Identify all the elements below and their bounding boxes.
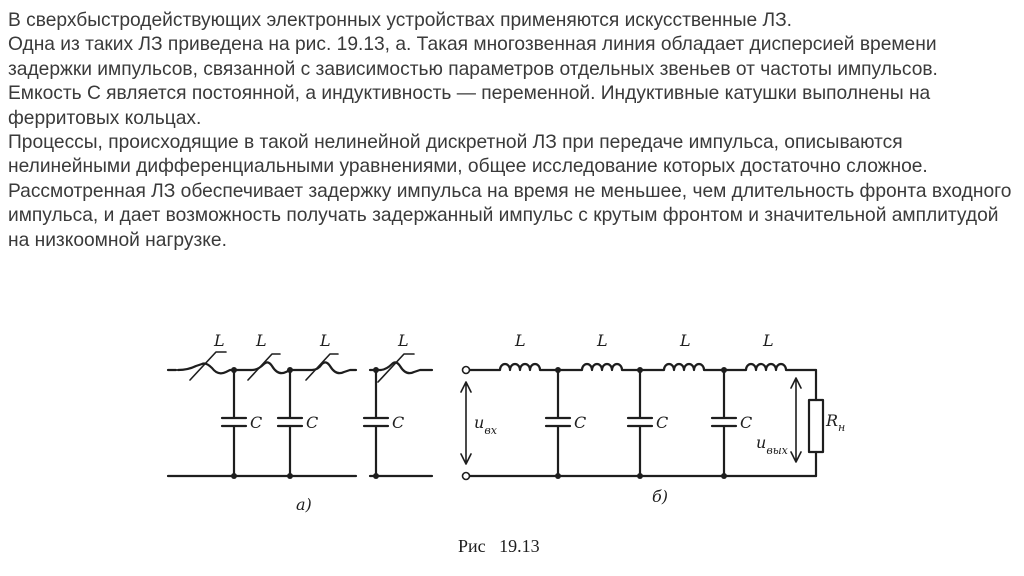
input-voltage-label: $u_{вх}$ [474, 413, 497, 437]
capacitor-label: C [740, 413, 753, 432]
capacitor-b-3 [712, 370, 736, 476]
inductor-label: L [256, 331, 267, 350]
part-b-label: б) [652, 487, 669, 506]
junction-dot [555, 367, 561, 373]
part-a-label: а) [296, 495, 312, 514]
input-terminal [463, 473, 470, 480]
capacitor-a-1 [222, 370, 246, 476]
input-terminal [463, 367, 470, 374]
paragraph-4: Процессы, происходящие в такой нелинейной дискретной ЛЗ при передаче импульса, описываются нелинейными дифференциальными уравнениями, общее исследование которых достаточно сложное. Рассмотренная ЛЗ обеспечивает задержку импульса на время не меньшее, чем длительность фронта входного импульса, и дает возможность получать задержанный импульс с крутым фронтом и значительной амплитудой на низкоомной нагрузке. [8, 132, 1012, 251]
capacitor-a-2 [278, 370, 302, 476]
figure-caption: Рис 19.13 [458, 536, 540, 556]
capacitor-label: C [574, 413, 587, 432]
paragraph-2: Одна из таких ЛЗ приведена на рис. 19.13, а. Такая многозвенная линия обладает дисперсией времени задержки импульсов, связанной с зависимостью параметров отдельных звеньев от частоты импульсов. [8, 34, 938, 80]
load-resistor-body [809, 400, 823, 452]
capacitor-label: C [306, 413, 319, 432]
capacitor-label: C [656, 413, 669, 432]
junction-dot [373, 367, 379, 373]
inductor-label: L [320, 331, 331, 350]
junction-dot [721, 367, 727, 373]
capacitor-label: C [392, 413, 405, 432]
junction-dot [637, 473, 643, 479]
paragraph-3: Емкость С является постоянной, а индуктивность — переменной. Индуктивные катушки выполнены на ферритовых кольцах. [8, 83, 931, 129]
diagram-a-top-wire [168, 362, 432, 373]
ferrite-slash-3 [306, 354, 338, 380]
diagram-b-top-wire [470, 364, 816, 370]
diagram-a [168, 331, 432, 514]
output-voltage-label: $u_{вых}$ [756, 433, 788, 457]
inductor-label: L [763, 331, 774, 350]
junction-dot [637, 367, 643, 373]
junction-dot [287, 473, 293, 479]
capacitor-a-3 [364, 370, 388, 476]
inductor-label: L [680, 331, 691, 350]
inductor-label: L [515, 331, 526, 350]
junction-dot [721, 473, 727, 479]
ferrite-slash-4 [378, 354, 414, 382]
junction-dot [231, 367, 237, 373]
capacitor-b-1 [546, 370, 570, 476]
inductor-label: L [214, 331, 225, 350]
diagram-b [461, 331, 845, 506]
junction-dot [555, 473, 561, 479]
junction-dot [287, 367, 293, 373]
capacitor-label: C [250, 413, 263, 432]
load-label: $R_н$ [826, 411, 846, 434]
paragraph-1: В сверхбыстродействующих электронных устройствах применяются искусственные ЛЗ. [8, 10, 793, 31]
output-voltage-arrow [791, 378, 801, 462]
capacitor-b-2 [628, 370, 652, 476]
ferrite-slash-2 [248, 354, 280, 380]
junction-dot [231, 473, 237, 479]
input-voltage-arrow [461, 382, 471, 464]
junction-dot [373, 473, 379, 479]
inductor-label: L [597, 331, 608, 350]
inductor-label: L [398, 331, 409, 350]
